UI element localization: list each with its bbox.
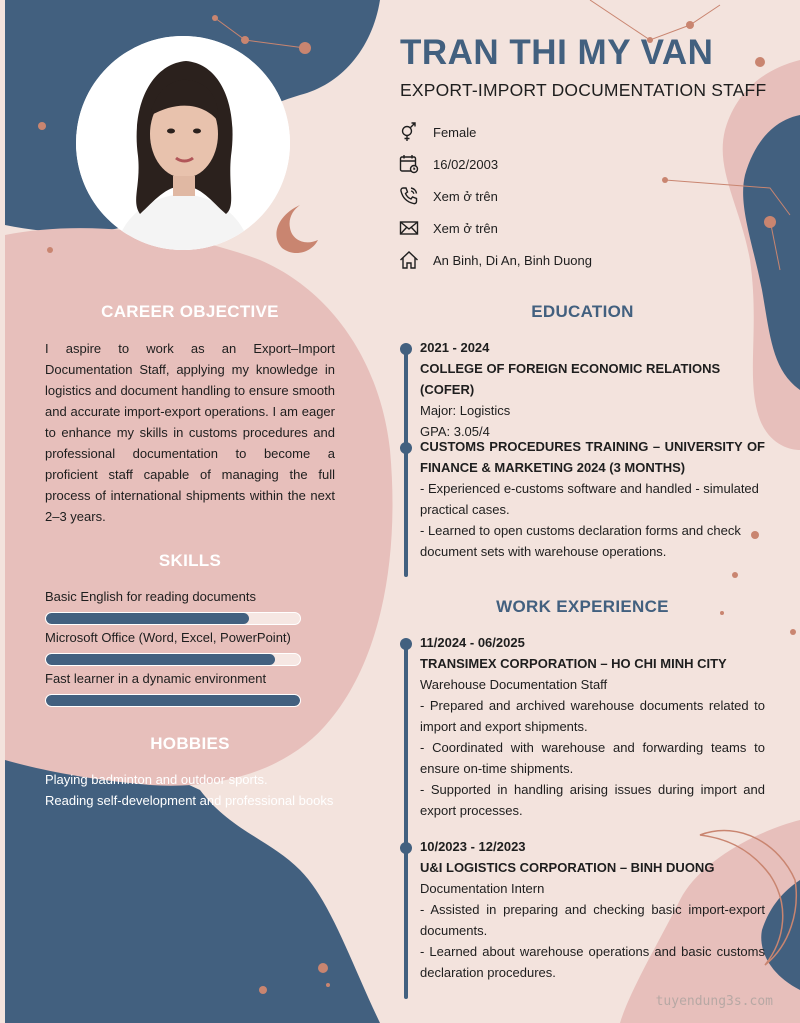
info-email <box>398 217 498 239</box>
work-company: TRANSIMEX CORPORATION – HO CHI MINH CITY <box>420 656 727 671</box>
work-period: 11/2024 - 06/2025 <box>420 635 525 650</box>
skill-bar <box>45 653 301 666</box>
address-value: An Binh, Di An, Binh Duong <box>433 252 592 268</box>
timeline-dot <box>400 638 412 650</box>
skill-bar-fill <box>46 613 249 624</box>
skill-label: Basic English for reading documents <box>45 589 257 604</box>
info-birthdate <box>398 153 498 175</box>
gender-icon <box>398 121 420 143</box>
work-entry <box>420 836 765 983</box>
work-detail: - Learned about warehouse operations and basic customs declaration procedures. <box>420 944 765 980</box>
education-timeline <box>404 346 408 577</box>
skill-label: Fast learner in a dynamic environment <box>45 671 267 686</box>
education-detail: - Learned to open customs declaration forms and check document sets with warehouse operations. <box>420 523 741 559</box>
job-title: EXPORT-IMPORT DOCUMENTATION STAFF <box>400 80 767 100</box>
skill-bar-fill <box>46 654 275 665</box>
phone-icon <box>398 185 420 207</box>
education-school: CUSTOMS PROCEDURES TRAINING – UNIVERSITY OF FINANCE & MARKETING 2024 (3 MONTHS) <box>420 439 765 475</box>
skills-heading: SKILLS <box>158 551 222 570</box>
work-timeline <box>404 641 408 999</box>
hobby-item: Playing badminton and outdoor sports. <box>45 772 268 787</box>
calendar-icon <box>398 153 420 175</box>
profile-photo <box>76 36 290 250</box>
education-gpa: GPA: 3.05/4 <box>420 424 490 439</box>
email-value: Xem ở trên <box>433 220 498 236</box>
career-objective-heading: CAREER OBJECTIVE <box>101 302 279 321</box>
mail-icon <box>398 217 420 239</box>
education-entry <box>420 337 765 442</box>
skill-bar <box>45 694 301 707</box>
timeline-dot <box>400 343 412 355</box>
education-detail: - Experienced e-customs software and handled - simulated practical cases. <box>420 481 759 517</box>
work-company: U&I LOGISTICS CORPORATION – BINH DUONG <box>420 860 715 875</box>
education-period: 2021 - 2024 <box>420 340 490 355</box>
work-detail: - Supported in handling arising issues during import and export processes. <box>420 782 765 818</box>
work-entry <box>420 632 765 821</box>
birthdate-value: 16/02/2003 <box>433 156 499 172</box>
work-detail: - Prepared and archived warehouse documents related to import and export shipments. <box>420 698 765 734</box>
work-role: Warehouse Documentation Staff <box>420 677 608 692</box>
watermark: tuyendung3s.com <box>655 994 773 1009</box>
hobby-item: Reading self-development and professional books <box>45 793 334 808</box>
hobbies-heading: HOBBIES <box>150 734 230 753</box>
skill-bar <box>45 612 301 625</box>
info-gender <box>398 121 476 143</box>
work-period: 10/2023 - 12/2023 <box>420 839 526 854</box>
work-role: Documentation Intern <box>420 881 545 896</box>
home-icon <box>398 249 420 271</box>
timeline-dot <box>400 442 412 454</box>
phone-value: Xem ở trên <box>433 188 498 204</box>
skill-label: Microsoft Office (Word, Excel, PowerPoint) <box>45 630 291 645</box>
info-address <box>398 249 592 271</box>
education-school: COLLEGE OF FOREIGN ECONOMIC RELATIONS (COFER) <box>420 361 721 397</box>
gender-value: Female <box>433 124 477 140</box>
career-objective-text: I aspire to work as an Export–Import Documentation Staff, applying my knowledge in logistics and document handling to ensure smooth and accurate import-export operations. I am eager to enhance my skills in customs procedures and professional documentation to become a proficient staff capable of managing the full process of international shipments within the next 2–3 years. <box>45 341 335 524</box>
timeline-dot <box>400 842 412 854</box>
work-detail: - Assisted in preparing and checking basic import-export documents. <box>420 902 765 938</box>
education-heading: EDUCATION <box>531 302 634 321</box>
work-experience-heading: WORK EXPERIENCE <box>496 597 669 616</box>
skill-bar-fill <box>46 695 300 706</box>
candidate-name: TRAN THI MY VAN <box>400 33 714 72</box>
work-detail: - Coordinated with warehouse and forwarding teams to ensure on-time shipments. <box>420 740 765 776</box>
info-phone <box>398 185 498 207</box>
education-entry <box>420 436 765 562</box>
education-major: Major: Logistics <box>420 403 511 418</box>
